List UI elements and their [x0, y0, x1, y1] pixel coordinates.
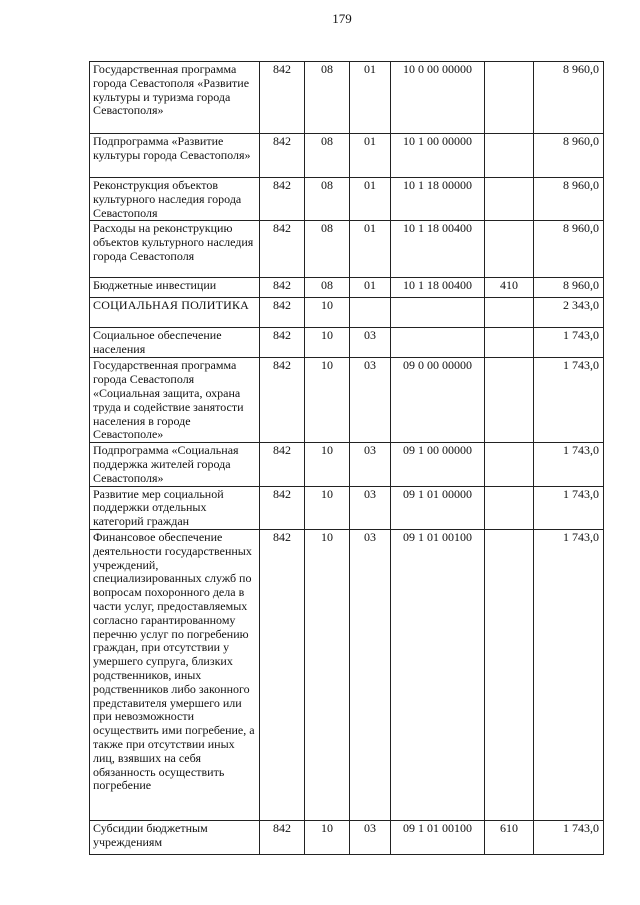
row-vr: 610 — [485, 820, 534, 854]
row-ved: 842 — [260, 328, 305, 358]
table-row — [90, 278, 604, 298]
table-row — [90, 178, 604, 221]
row-vr — [485, 134, 534, 178]
row-sum: 1 743,0 — [534, 358, 604, 443]
row-csr: 09 1 01 00000 — [391, 486, 485, 529]
row-ved: 842 — [260, 486, 305, 529]
row-name: Финансовое обеспечение деятельности государственных учреждений, специализированных служб по вопросам похоронного дела в части услуг, предоставляемых согласно гарантированному перечню услуг по погребению граждан, при отсутствии у умершего супруга, близких родственников, иных родственников либо законного представителя умершего или при невозможности осуществить ими погребение, а также при отсутствии иных лиц, взявших на себя обязанность осуществить погребение — [90, 529, 260, 820]
row-sum: 8 960,0 — [534, 278, 604, 298]
row-sum: 8 960,0 — [534, 178, 604, 221]
row-rz: 10 — [305, 443, 350, 486]
row-pr: 01 — [350, 221, 391, 278]
row-pr: 01 — [350, 278, 391, 298]
table-row — [90, 134, 604, 178]
row-rz: 08 — [305, 134, 350, 178]
row-name: СОЦИАЛЬНАЯ ПОЛИТИКА — [90, 298, 260, 328]
row-vr — [485, 62, 534, 134]
row-ved: 842 — [260, 298, 305, 328]
row-ved: 842 — [260, 278, 305, 298]
row-ved: 842 — [260, 820, 305, 854]
table-row — [90, 358, 604, 443]
row-csr: 10 1 18 00000 — [391, 178, 485, 221]
row-csr: 09 1 00 00000 — [391, 443, 485, 486]
row-sum: 8 960,0 — [534, 221, 604, 278]
row-name: Подпрограмма «Социальная поддержка жителей города Севастополя» — [90, 443, 260, 486]
row-rz: 08 — [305, 178, 350, 221]
row-pr: 01 — [350, 178, 391, 221]
row-sum: 1 743,0 — [534, 443, 604, 486]
page-number: 179 — [332, 11, 352, 26]
row-pr: 03 — [350, 358, 391, 443]
row-csr: 09 1 01 00100 — [391, 820, 485, 854]
row-vr — [485, 328, 534, 358]
budget-table — [89, 61, 604, 855]
row-vr — [485, 358, 534, 443]
table-row — [90, 529, 604, 820]
row-ved: 842 — [260, 134, 305, 178]
row-vr — [485, 221, 534, 278]
row-rz: 10 — [305, 328, 350, 358]
row-pr: 03 — [350, 486, 391, 529]
row-ved: 842 — [260, 443, 305, 486]
row-vr: 410 — [485, 278, 534, 298]
table-row — [90, 328, 604, 358]
row-ved: 842 — [260, 358, 305, 443]
row-pr: 01 — [350, 62, 391, 134]
row-sum: 8 960,0 — [534, 134, 604, 178]
row-ved: 842 — [260, 529, 305, 820]
row-vr — [485, 486, 534, 529]
row-csr — [391, 298, 485, 328]
row-vr — [485, 529, 534, 820]
row-name: Социальное обеспечение населения — [90, 328, 260, 358]
row-rz: 08 — [305, 62, 350, 134]
row-pr: 01 — [350, 134, 391, 178]
row-vr — [485, 178, 534, 221]
table-row — [90, 820, 604, 854]
row-rz: 10 — [305, 486, 350, 529]
row-rz: 10 — [305, 529, 350, 820]
row-csr: 09 1 01 00100 — [391, 529, 485, 820]
row-sum: 1 743,0 — [534, 328, 604, 358]
row-vr — [485, 298, 534, 328]
table-row — [90, 62, 604, 134]
row-name: Подпрограмма «Развитие культуры города Севастополя» — [90, 134, 260, 178]
row-rz: 10 — [305, 820, 350, 854]
row-csr: 10 0 00 00000 — [391, 62, 485, 134]
row-name: Расходы на реконструкцию объектов культурного наследия города Севастополя — [90, 221, 260, 278]
row-sum: 1 743,0 — [534, 486, 604, 529]
row-name: Бюджетные инвестиции — [90, 278, 260, 298]
row-csr: 09 0 00 00000 — [391, 358, 485, 443]
row-rz: 10 — [305, 358, 350, 443]
row-name: Развитие мер социальной поддержки отдельных категорий граждан — [90, 486, 260, 529]
table-row — [90, 221, 604, 278]
row-csr: 10 1 18 00400 — [391, 278, 485, 298]
row-vr — [485, 443, 534, 486]
row-name: Государственная программа города Севастополя «Социальная защита, охрана труда и содействие занятости населения в городе Севастополе» — [90, 358, 260, 443]
row-pr: 03 — [350, 443, 391, 486]
row-ved: 842 — [260, 62, 305, 134]
row-sum: 8 960,0 — [534, 62, 604, 134]
row-sum: 1 743,0 — [534, 820, 604, 854]
row-sum: 2 343,0 — [534, 298, 604, 328]
row-pr: 03 — [350, 820, 391, 854]
row-csr — [391, 328, 485, 358]
table-row — [90, 443, 604, 486]
table-row — [90, 298, 604, 328]
table-row — [90, 486, 604, 529]
row-name: Реконструкция объектов культурного наследия города Севастополя — [90, 178, 260, 221]
row-name: Государственная программа города Севастополя «Развитие культуры и туризма города Севастополя» — [90, 62, 260, 134]
row-csr: 10 1 00 00000 — [391, 134, 485, 178]
row-name: Субсидии бюджетным учреждениям — [90, 820, 260, 854]
row-pr: 03 — [350, 328, 391, 358]
row-pr — [350, 298, 391, 328]
row-rz: 08 — [305, 278, 350, 298]
row-sum: 1 743,0 — [534, 529, 604, 820]
row-ved: 842 — [260, 178, 305, 221]
row-rz: 08 — [305, 221, 350, 278]
row-csr: 10 1 18 00400 — [391, 221, 485, 278]
row-pr: 03 — [350, 529, 391, 820]
row-rz: 10 — [305, 298, 350, 328]
row-ved: 842 — [260, 221, 305, 278]
